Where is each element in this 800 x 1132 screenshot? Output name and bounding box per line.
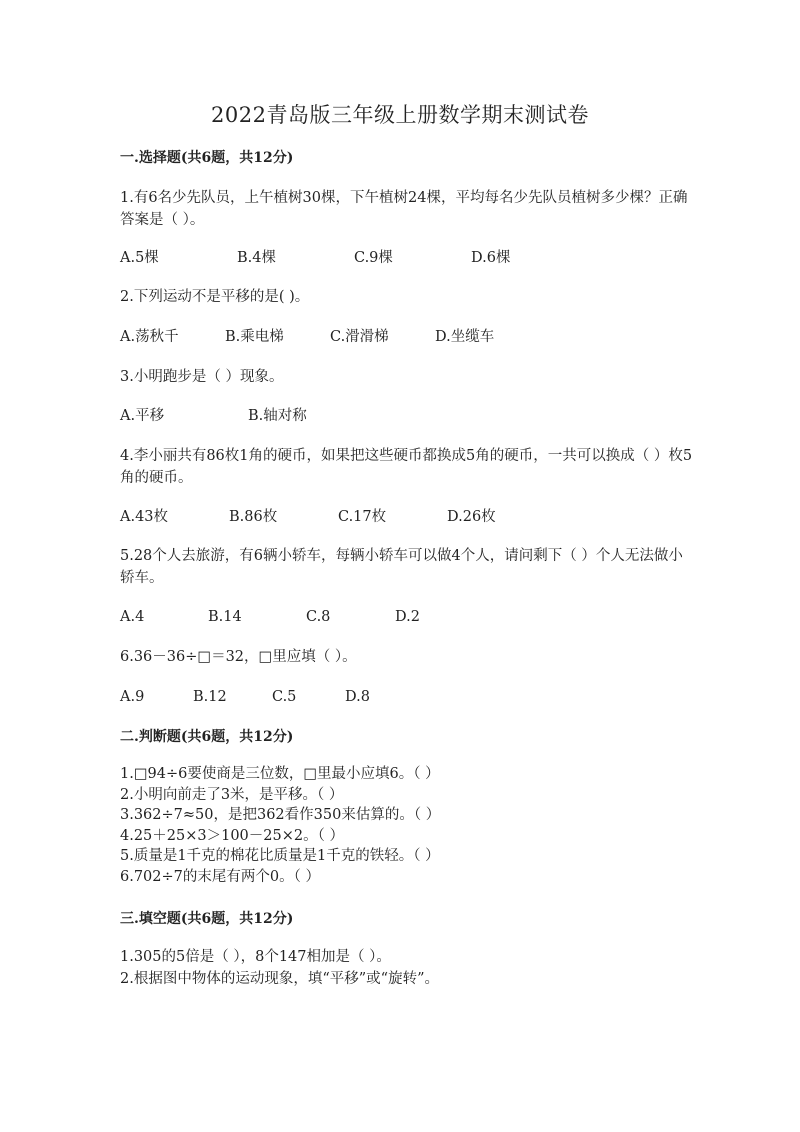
- judge-item: 2.小明向前走了3米，是平移。（ ）: [120, 786, 344, 803]
- judge-item: 1.□94÷6要使商是三位数，□里最小应填6。（ ）: [120, 766, 440, 782]
- judge-item: 6.702÷7的末尾有两个0。（ ）: [120, 868, 320, 885]
- option-c: C.9棵: [354, 250, 393, 266]
- option-b: B.4棵: [237, 250, 276, 266]
- fill-item: 1.305的5倍是（ ），8个147相加是（ ）。: [120, 949, 391, 965]
- option-d: D.6棵: [471, 250, 511, 266]
- option-a: A.43枚: [120, 509, 169, 525]
- choice-question-1: 1.有6名少先队员，上午植树30棵，下午植树24棵，平均每名少先队员植树多少棵？正确答案是（ ）。: [120, 190, 688, 228]
- option-a: A.5棵: [120, 250, 159, 266]
- option-a: A.荡秋千: [120, 329, 179, 345]
- option-a: A.平移: [120, 408, 165, 424]
- judge-item: 3.362÷7≈50，是把362看作350来估算的。（ ）: [120, 807, 441, 823]
- option-c: C.17枚: [338, 509, 387, 525]
- option-d: D.8: [345, 689, 370, 705]
- judge-list: [120, 764, 720, 887]
- choice-question-3: 3.小明跑步是（ ）现象。: [120, 369, 284, 385]
- section-heading-choice: 一.选择题(共6题，共12分): [120, 150, 294, 166]
- option-c: C.滑滑梯: [330, 329, 389, 345]
- section-heading-fill: 三.填空题(共6题，共12分): [120, 911, 294, 927]
- option-c: C.5: [272, 689, 297, 705]
- choice-question-5: 5.28个人去旅游，有6辆小轿车，每辆小轿车可以做4个人，请问剩下（ ）个人无法做小轿车。: [120, 548, 683, 586]
- judge-item: 5.质量是1千克的棉花比质量是1千克的铁轻。（ ）: [120, 848, 440, 864]
- option-b: B.乘电梯: [225, 329, 284, 345]
- option-b: B.86枚: [229, 509, 278, 525]
- option-d: D.2: [395, 609, 420, 625]
- option-a: A.4: [120, 609, 145, 625]
- option-b: B.14: [208, 609, 242, 625]
- option-b: B.12: [193, 689, 227, 705]
- option-d: D.坐缆车: [435, 329, 495, 345]
- fill-item: 2.根据图中物体的运动现象，填“平移”或“旋转”。: [120, 971, 439, 987]
- option-a: A.9: [120, 689, 145, 705]
- option-b: B.轴对称: [248, 408, 307, 424]
- option-d: D.26枚: [447, 509, 496, 525]
- judge-item: 4.25＋25×3＞100－25×2。（ ）: [120, 827, 344, 844]
- choice-question-4: 4.李小丽共有86枚1角的硬币，如果把这些硬币都换成5角的硬币，一共可以换成（ ）枚5角的硬币。: [120, 448, 693, 486]
- section-heading-judge: 二.判断题(共6题，共12分): [120, 729, 294, 745]
- choice-question-2: 2.下列运动不是平移的是( )。: [120, 289, 310, 305]
- choice-question-6: 6.36－36÷□＝32，□里应填（ ）。: [120, 649, 357, 665]
- option-c: C.8: [306, 609, 331, 625]
- fill-list: [120, 946, 720, 990]
- page-title: 2022青岛版三年级上册数学期末测试卷: [211, 103, 589, 127]
